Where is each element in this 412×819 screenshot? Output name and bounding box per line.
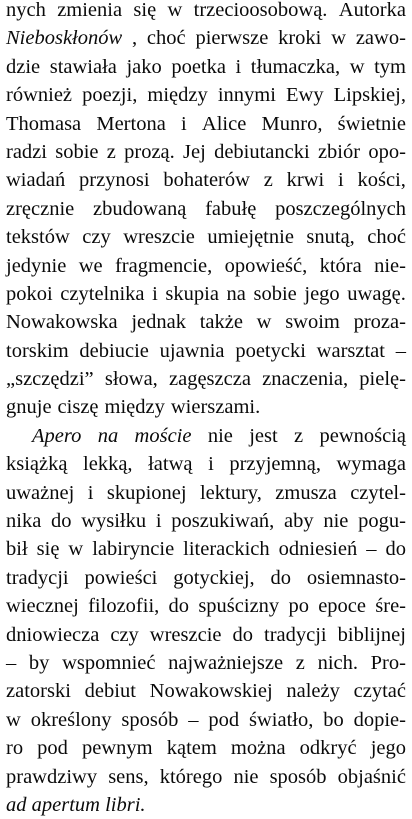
word: i: [208, 453, 214, 476]
text-line: [6, 308, 406, 336]
word: do: [51, 510, 72, 533]
text-line: [6, 393, 406, 421]
word: zbudowaną: [93, 197, 187, 220]
word: labiryncie: [92, 538, 175, 561]
text-line: [6, 138, 406, 166]
word: Nowakowskiej: [149, 680, 273, 703]
word: znaczenia,: [262, 368, 349, 391]
word: wysiłku: [81, 510, 147, 533]
word: łatwą: [148, 453, 193, 476]
text-line: [6, 535, 406, 563]
word: swoim: [285, 311, 340, 334]
word: i: [152, 282, 158, 305]
word: najważniejsze: [168, 651, 284, 674]
text-line: [6, 450, 406, 478]
word: nie: [323, 510, 349, 533]
word: kości,: [357, 169, 406, 192]
word: tradycji: [264, 623, 327, 646]
word: aby: [284, 510, 314, 533]
word: pielę-: [359, 368, 406, 391]
word: i: [338, 169, 344, 192]
text-line: [6, 791, 406, 819]
word: z: [294, 424, 304, 447]
text-line: [6, 592, 406, 620]
word: poezji,: [82, 84, 138, 107]
word: prozą.: [124, 140, 175, 163]
word: zagęszcza: [169, 368, 251, 391]
word: tłumaczka,: [250, 55, 341, 78]
text-line: [6, 706, 406, 734]
text-line: [6, 677, 406, 705]
text-line: [6, 24, 406, 52]
word: Lipskiej,: [333, 84, 406, 107]
word: wspomnieć: [62, 651, 156, 674]
word: po: [288, 595, 309, 618]
word: fragmencie,: [114, 254, 213, 277]
word: Mertona: [96, 112, 166, 135]
word: pod: [208, 708, 240, 731]
word: debiut: [84, 680, 136, 703]
text-line: [6, 223, 406, 251]
word: objaśnić: [337, 765, 406, 788]
word: torskim: [6, 339, 69, 362]
word: dzie: [6, 55, 41, 78]
text-line: [6, 195, 406, 223]
word: czytel-: [350, 481, 406, 504]
word: tradycji: [6, 566, 69, 589]
word: Pro-: [370, 651, 406, 674]
word: świetnie: [337, 112, 406, 135]
word: ujawnia: [159, 339, 225, 362]
word: choć: [146, 27, 186, 50]
word: z: [295, 651, 305, 674]
word: nych: [6, 0, 46, 21]
word: książką: [6, 453, 68, 476]
word: opo-: [368, 140, 406, 163]
text-line: [6, 763, 406, 791]
word: w: [331, 27, 347, 50]
word: biblijnej: [337, 623, 406, 646]
word: warsztat: [316, 339, 385, 362]
italic-word: Apero: [32, 424, 82, 447]
word: jego: [370, 737, 406, 760]
word: fabułę: [205, 197, 257, 220]
word: kroki: [278, 27, 322, 50]
word: nie: [233, 765, 259, 788]
word: Jej: [183, 140, 206, 163]
word: spuścizny: [198, 595, 280, 618]
word: do: [232, 623, 253, 646]
word: umiejętnie: [207, 226, 294, 249]
word: debiucie: [79, 339, 149, 362]
word: powieści: [84, 566, 158, 589]
word: sposób: [121, 708, 179, 731]
word: i: [181, 112, 187, 135]
word: zmienia: [57, 0, 123, 21]
word: epoce: [318, 595, 366, 618]
word: tym: [374, 55, 406, 78]
word: lektury,: [199, 481, 262, 504]
word: jego: [304, 282, 340, 305]
word: skupionej: [106, 481, 187, 504]
word: kątem: [166, 737, 217, 760]
word: pokoi: [6, 282, 53, 305]
text-line: [6, 81, 406, 109]
word: prawdziwy: [6, 765, 98, 788]
word: którego: [159, 765, 223, 788]
text-line: [6, 166, 406, 194]
word: ,: [131, 27, 138, 50]
word: do: [270, 566, 292, 589]
word: stawiała: [49, 55, 117, 78]
word: wymaga: [336, 453, 406, 476]
italic-word: ad apertum libri.: [6, 793, 146, 816]
word: przynosi: [79, 169, 150, 192]
word: która: [319, 254, 362, 277]
word: pewnością: [319, 424, 406, 447]
word: skupia: [165, 282, 219, 305]
word: poetycki: [235, 339, 306, 362]
word: uwagę.: [347, 282, 406, 305]
paragraph: [6, 0, 406, 422]
word: do: [168, 595, 190, 618]
text-line: [6, 53, 406, 81]
word: odkryć: [299, 737, 357, 760]
word: wierszami.: [170, 396, 261, 419]
word: przyjemną,: [229, 453, 321, 476]
italic-word: Nieboskłonów: [6, 27, 123, 50]
word: literackich: [183, 538, 270, 561]
word: jednak: [131, 311, 186, 334]
word: gnuje: [6, 396, 52, 419]
word: choć: [367, 226, 406, 249]
word: gotyckiej,: [173, 566, 255, 589]
word: czytelnika: [60, 282, 145, 305]
word: nie: [207, 424, 233, 447]
word: wreszcie: [123, 226, 195, 249]
text-line: [6, 422, 406, 450]
word: sens,: [108, 765, 149, 788]
word: debiutancki: [214, 140, 310, 163]
word: jest: [249, 424, 278, 447]
word: nie-: [374, 254, 406, 277]
text-line: [6, 280, 406, 308]
word: Thomasa: [6, 112, 82, 135]
word: innymi: [217, 84, 276, 107]
word: na: [226, 282, 246, 305]
text-line: [6, 0, 406, 24]
word: –: [188, 708, 199, 731]
word: z: [263, 169, 273, 192]
word: dopie-: [353, 708, 406, 731]
word: słowa,: [104, 368, 158, 391]
word: czytać: [353, 680, 406, 703]
word: również: [6, 84, 73, 107]
word: sposób: [269, 765, 327, 788]
word: się: [133, 0, 157, 21]
word: poetka: [171, 55, 226, 78]
paragraph: [6, 422, 406, 819]
word: bił: [6, 538, 28, 561]
word: sobie: [253, 282, 297, 305]
word: –: [366, 538, 377, 561]
italic-word: moście: [134, 424, 192, 447]
word: Munro,: [261, 112, 323, 135]
word: sobie: [55, 140, 99, 163]
word: dniowiecza: [6, 623, 100, 646]
word: proza-: [353, 311, 406, 334]
word: i: [87, 481, 94, 504]
word: bohaterów: [163, 169, 250, 192]
text-line: [6, 479, 406, 507]
word: nika: [6, 510, 42, 533]
word: pierwsze: [195, 27, 269, 50]
word: należy: [286, 680, 340, 703]
word: ciszę: [57, 396, 99, 419]
word: –: [395, 339, 406, 362]
text-line: [6, 337, 406, 365]
word: pod: [37, 737, 68, 760]
word: i: [235, 55, 242, 78]
word: i: [155, 510, 162, 533]
word: –: [6, 651, 17, 674]
word: zmusza: [275, 481, 337, 504]
word: radzi: [6, 140, 47, 163]
word: można: [230, 737, 286, 760]
text-line: [6, 110, 406, 138]
word: pewnym: [82, 737, 153, 760]
word: śre-: [375, 595, 406, 618]
word: światło,: [249, 708, 314, 731]
word: zatorski: [6, 680, 71, 703]
word: krwi: [286, 169, 325, 192]
text-line: [6, 507, 406, 535]
word: uważnej: [6, 481, 75, 504]
word: między: [147, 84, 208, 107]
word: trzecioosobową.: [193, 0, 328, 21]
text-line: [6, 621, 406, 649]
word: zręcznie: [6, 197, 75, 220]
word: do: [385, 538, 406, 561]
word: Alice: [201, 112, 247, 135]
text-line: [6, 365, 406, 393]
word: osiemnasto-: [306, 566, 406, 589]
word: w: [167, 0, 183, 21]
word: jedynie: [6, 254, 67, 277]
word: zbiór: [317, 140, 361, 163]
word: „szczędzi”: [6, 368, 94, 391]
word: w: [256, 311, 272, 334]
italic-word: na: [97, 424, 119, 447]
word: jako: [126, 55, 162, 78]
word: między: [104, 396, 165, 419]
word: odniesień: [278, 538, 358, 561]
word: pogu-: [358, 510, 406, 533]
text-line: [6, 734, 406, 762]
word: by: [28, 651, 50, 674]
word: czy: [82, 226, 111, 249]
word: się: [36, 538, 60, 561]
word: zawo-: [355, 27, 406, 50]
text-line: [6, 564, 406, 592]
word: w: [68, 538, 84, 561]
word: filozofii,: [88, 595, 160, 618]
word: poszukiwań,: [171, 510, 275, 533]
word: wiadań: [6, 169, 66, 192]
word: w: [6, 708, 21, 731]
word: opowieść,: [224, 254, 308, 277]
text-line: [6, 649, 406, 677]
word: ro: [6, 737, 24, 760]
word: także: [199, 311, 243, 334]
word: Nowakowska: [6, 311, 118, 334]
word: Ewy: [286, 84, 324, 107]
word: wiecznej: [6, 595, 79, 618]
word: snutą,: [306, 226, 355, 249]
word: w: [349, 55, 365, 78]
text-line: [6, 252, 406, 280]
word: tekstów: [6, 226, 70, 249]
word: czy: [110, 623, 139, 646]
word: lekką,: [83, 453, 133, 476]
word: nich.: [317, 651, 358, 674]
word: wreszcie: [149, 623, 222, 646]
word: określony: [30, 708, 112, 731]
word: bo: [323, 708, 344, 731]
word: we: [78, 254, 103, 277]
word: poszczególnych: [275, 197, 406, 220]
word: Autorka: [338, 0, 406, 21]
word: z: [106, 140, 116, 163]
